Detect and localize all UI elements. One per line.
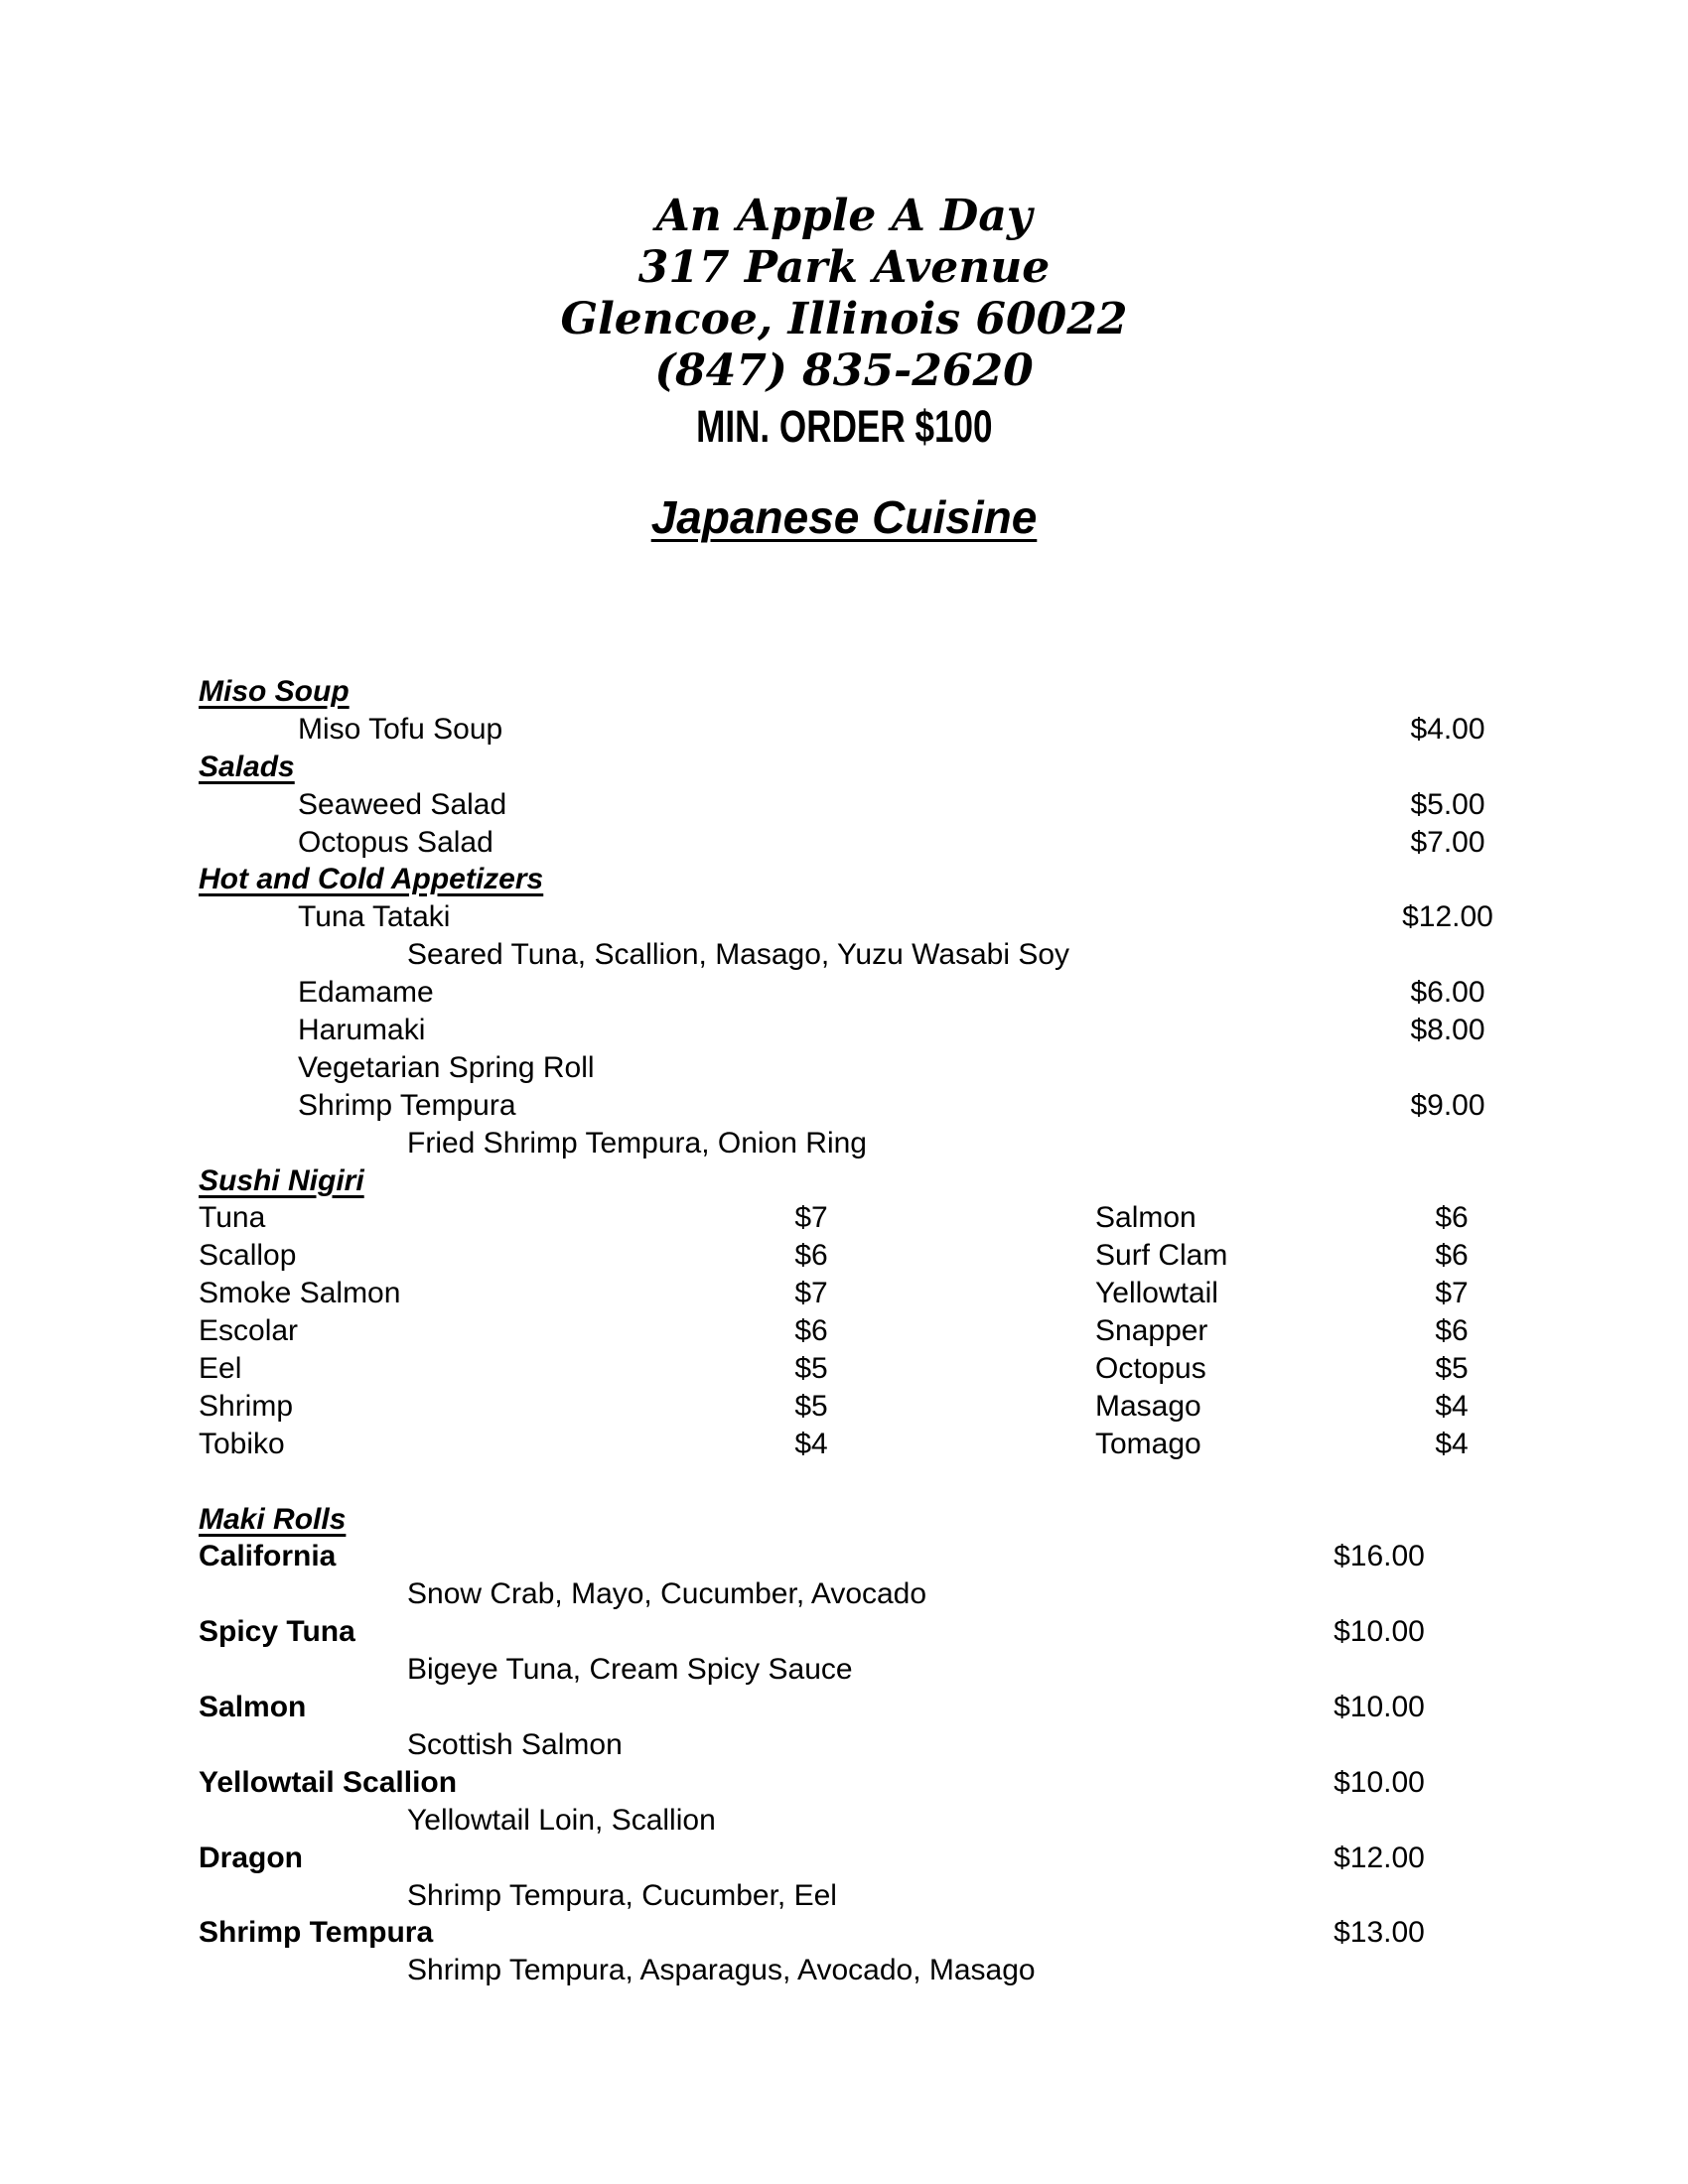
menu-item-row [0, 898, 1688, 936]
menu-item-row [0, 1538, 1688, 1575]
menu-item-name: Octopus [1095, 1352, 1206, 1386]
menu-item-name: Salmon [1095, 1201, 1196, 1235]
menu-item-name: Salmon [199, 1691, 307, 1724]
restaurant-address-line1: 317 Park Avenue [637, 242, 1051, 293]
menu-item-row [0, 1087, 1688, 1125]
menu-item-row [0, 1012, 1688, 1049]
menu-item-name: Vegetarian Spring Roll [298, 1050, 595, 1084]
menu-item-name: Shrimp [199, 1389, 294, 1423]
menu-item-name: Miso Tofu Soup [298, 712, 503, 746]
menu-item-description-row [0, 1802, 1688, 1840]
menu-item-name: Scallop [199, 1239, 297, 1273]
menu-body [0, 673, 1688, 1989]
restaurant-name: An Apple A Day [655, 191, 1033, 241]
restaurant-header [0, 191, 1688, 397]
nigiri-row [0, 1237, 1688, 1275]
menu-item-price: $4.00 [1410, 712, 1485, 746]
menu-item-name: Shrimp Tempura [298, 1088, 516, 1122]
menu-item-price: $5 [1435, 1352, 1469, 1386]
menu-item-price: $6 [1435, 1314, 1469, 1348]
menu-item-price: $7.00 [1410, 825, 1485, 859]
menu-item-name: Masago [1095, 1389, 1201, 1423]
menu-item-name: Seaweed Salad [298, 787, 507, 821]
menu-item-description: Snow Crab, Mayo, Cucumber, Avocado [407, 1577, 927, 1611]
min-order-note [0, 403, 1688, 462]
menu-item-name: California [199, 1540, 337, 1573]
menu-item-description: Fried Shrimp Tempura, Onion Ring [407, 1126, 867, 1160]
menu-item-price: $9.00 [1410, 1088, 1485, 1122]
menu-item-price: $4 [1435, 1427, 1469, 1460]
menu-item-price: $13.00 [1334, 1916, 1425, 1950]
nigiri-row [0, 1199, 1688, 1237]
menu-item-description: Seared Tuna, Scallion, Masago, Yuzu Wasabi Soy [407, 938, 1070, 972]
menu-item-name: Shrimp Tempura [199, 1916, 434, 1950]
menu-section-title: Hot and Cold Appetizers [199, 863, 544, 896]
menu-item-description-row [0, 1125, 1688, 1162]
menu-item-description: Yellowtail Loin, Scallion [407, 1803, 716, 1837]
menu-item-row [0, 1689, 1688, 1726]
menu-item-description-row [0, 936, 1688, 974]
menu-item-name: Yellowtail [1095, 1277, 1218, 1310]
menu-item-row [0, 974, 1688, 1012]
menu-item-name: Eel [199, 1352, 242, 1386]
restaurant-address-line2: Glencoe, Illinois 60022 [560, 294, 1128, 344]
menu-item-price: $5 [794, 1352, 828, 1386]
restaurant-phone: (847) 835-2620 [654, 345, 1034, 396]
cuisine-title [0, 490, 1688, 556]
menu-item-price: $12.00 [1334, 1841, 1425, 1874]
menu-item-row [0, 1764, 1688, 1802]
menu-item-name: Tuna [199, 1201, 266, 1235]
nigiri-row [0, 1388, 1688, 1426]
menu-item-price: $7 [1435, 1277, 1469, 1310]
menu-item-price: $10.00 [1334, 1765, 1425, 1799]
menu-item-price: $6 [1435, 1239, 1469, 1273]
menu-item-row [0, 1840, 1688, 1877]
menu-item-name: Harumaki [298, 1014, 426, 1047]
menu-item-price: $4 [794, 1427, 828, 1460]
menu-item-name: Smoke Salmon [199, 1277, 401, 1310]
menu-item-price: $5 [794, 1389, 828, 1423]
menu-item-description-row [0, 1726, 1688, 1764]
menu-section-title: Maki Rolls [199, 1502, 347, 1536]
menu-item-name: Yellowtail Scallion [199, 1765, 458, 1799]
menu-item-row [0, 786, 1688, 824]
menu-item-price: $6 [794, 1239, 828, 1273]
menu-item-description: Shrimp Tempura, Cucumber, Eel [407, 1878, 837, 1912]
nigiri-row [0, 1312, 1688, 1350]
menu-item-name: Tobiko [199, 1427, 285, 1460]
menu-section-row [0, 1501, 1688, 1539]
menu-item-name: Escolar [199, 1314, 299, 1348]
nigiri-row [0, 1426, 1688, 1463]
menu-item-price: $7 [794, 1201, 828, 1235]
menu-section-row [0, 1162, 1688, 1200]
menu-section-row [0, 673, 1688, 711]
menu-item-description-row [0, 1575, 1688, 1613]
menu-item-price: $6.00 [1410, 976, 1485, 1010]
menu-item-name: Dragon [199, 1841, 303, 1874]
menu-item-price: $8.00 [1410, 1014, 1485, 1047]
menu-section-row [0, 861, 1688, 898]
menu-section-title: Miso Soup [199, 675, 350, 708]
menu-item-name: Tomago [1095, 1427, 1201, 1460]
menu-section-row [0, 749, 1688, 786]
menu-item-price: $10.00 [1334, 1691, 1425, 1724]
menu-item-price: $7 [794, 1277, 828, 1310]
menu-item-name: Surf Clam [1095, 1239, 1228, 1273]
menu-section-title: Sushi Nigiri [199, 1163, 364, 1197]
menu-item-name: Spicy Tuna [199, 1615, 355, 1649]
menu-item-name: Edamame [298, 976, 434, 1010]
menu-item-price: $12.00 [1402, 900, 1493, 934]
menu-item-row [0, 711, 1688, 749]
menu-item-price: $6 [794, 1314, 828, 1348]
menu-spacer [0, 1463, 1688, 1501]
menu-item-price: $10.00 [1334, 1615, 1425, 1649]
menu-item-price: $16.00 [1334, 1540, 1425, 1573]
nigiri-row [0, 1350, 1688, 1388]
menu-item-name: Octopus Salad [298, 825, 493, 859]
menu-item-name: Tuna Tataki [298, 900, 451, 934]
menu-item-description-row [0, 1651, 1688, 1689]
menu-item-price: $6 [1435, 1201, 1469, 1235]
menu-item-price: $5.00 [1410, 787, 1485, 821]
menu-item-description: Bigeye Tuna, Cream Spicy Sauce [407, 1653, 853, 1687]
nigiri-row [0, 1275, 1688, 1312]
menu-item-row [0, 1049, 1688, 1087]
menu-item-row [0, 1914, 1688, 1952]
menu-item-description: Shrimp Tempura, Asparagus, Avocado, Masago [407, 1954, 1036, 1987]
min-order-text: MIN. ORDER $100 [695, 401, 993, 452]
menu-item-row [0, 824, 1688, 862]
menu-item-description: Scottish Salmon [407, 1727, 623, 1761]
menu-item-name: Snapper [1095, 1314, 1208, 1348]
menu-section-title: Salads [199, 750, 295, 783]
cuisine-title-text: Japanese Cuisine [650, 491, 1038, 543]
menu-item-price: $4 [1435, 1389, 1469, 1423]
menu-item-description-row [0, 1952, 1688, 1989]
menu-item-row [0, 1613, 1688, 1651]
menu-item-description-row [0, 1877, 1688, 1915]
